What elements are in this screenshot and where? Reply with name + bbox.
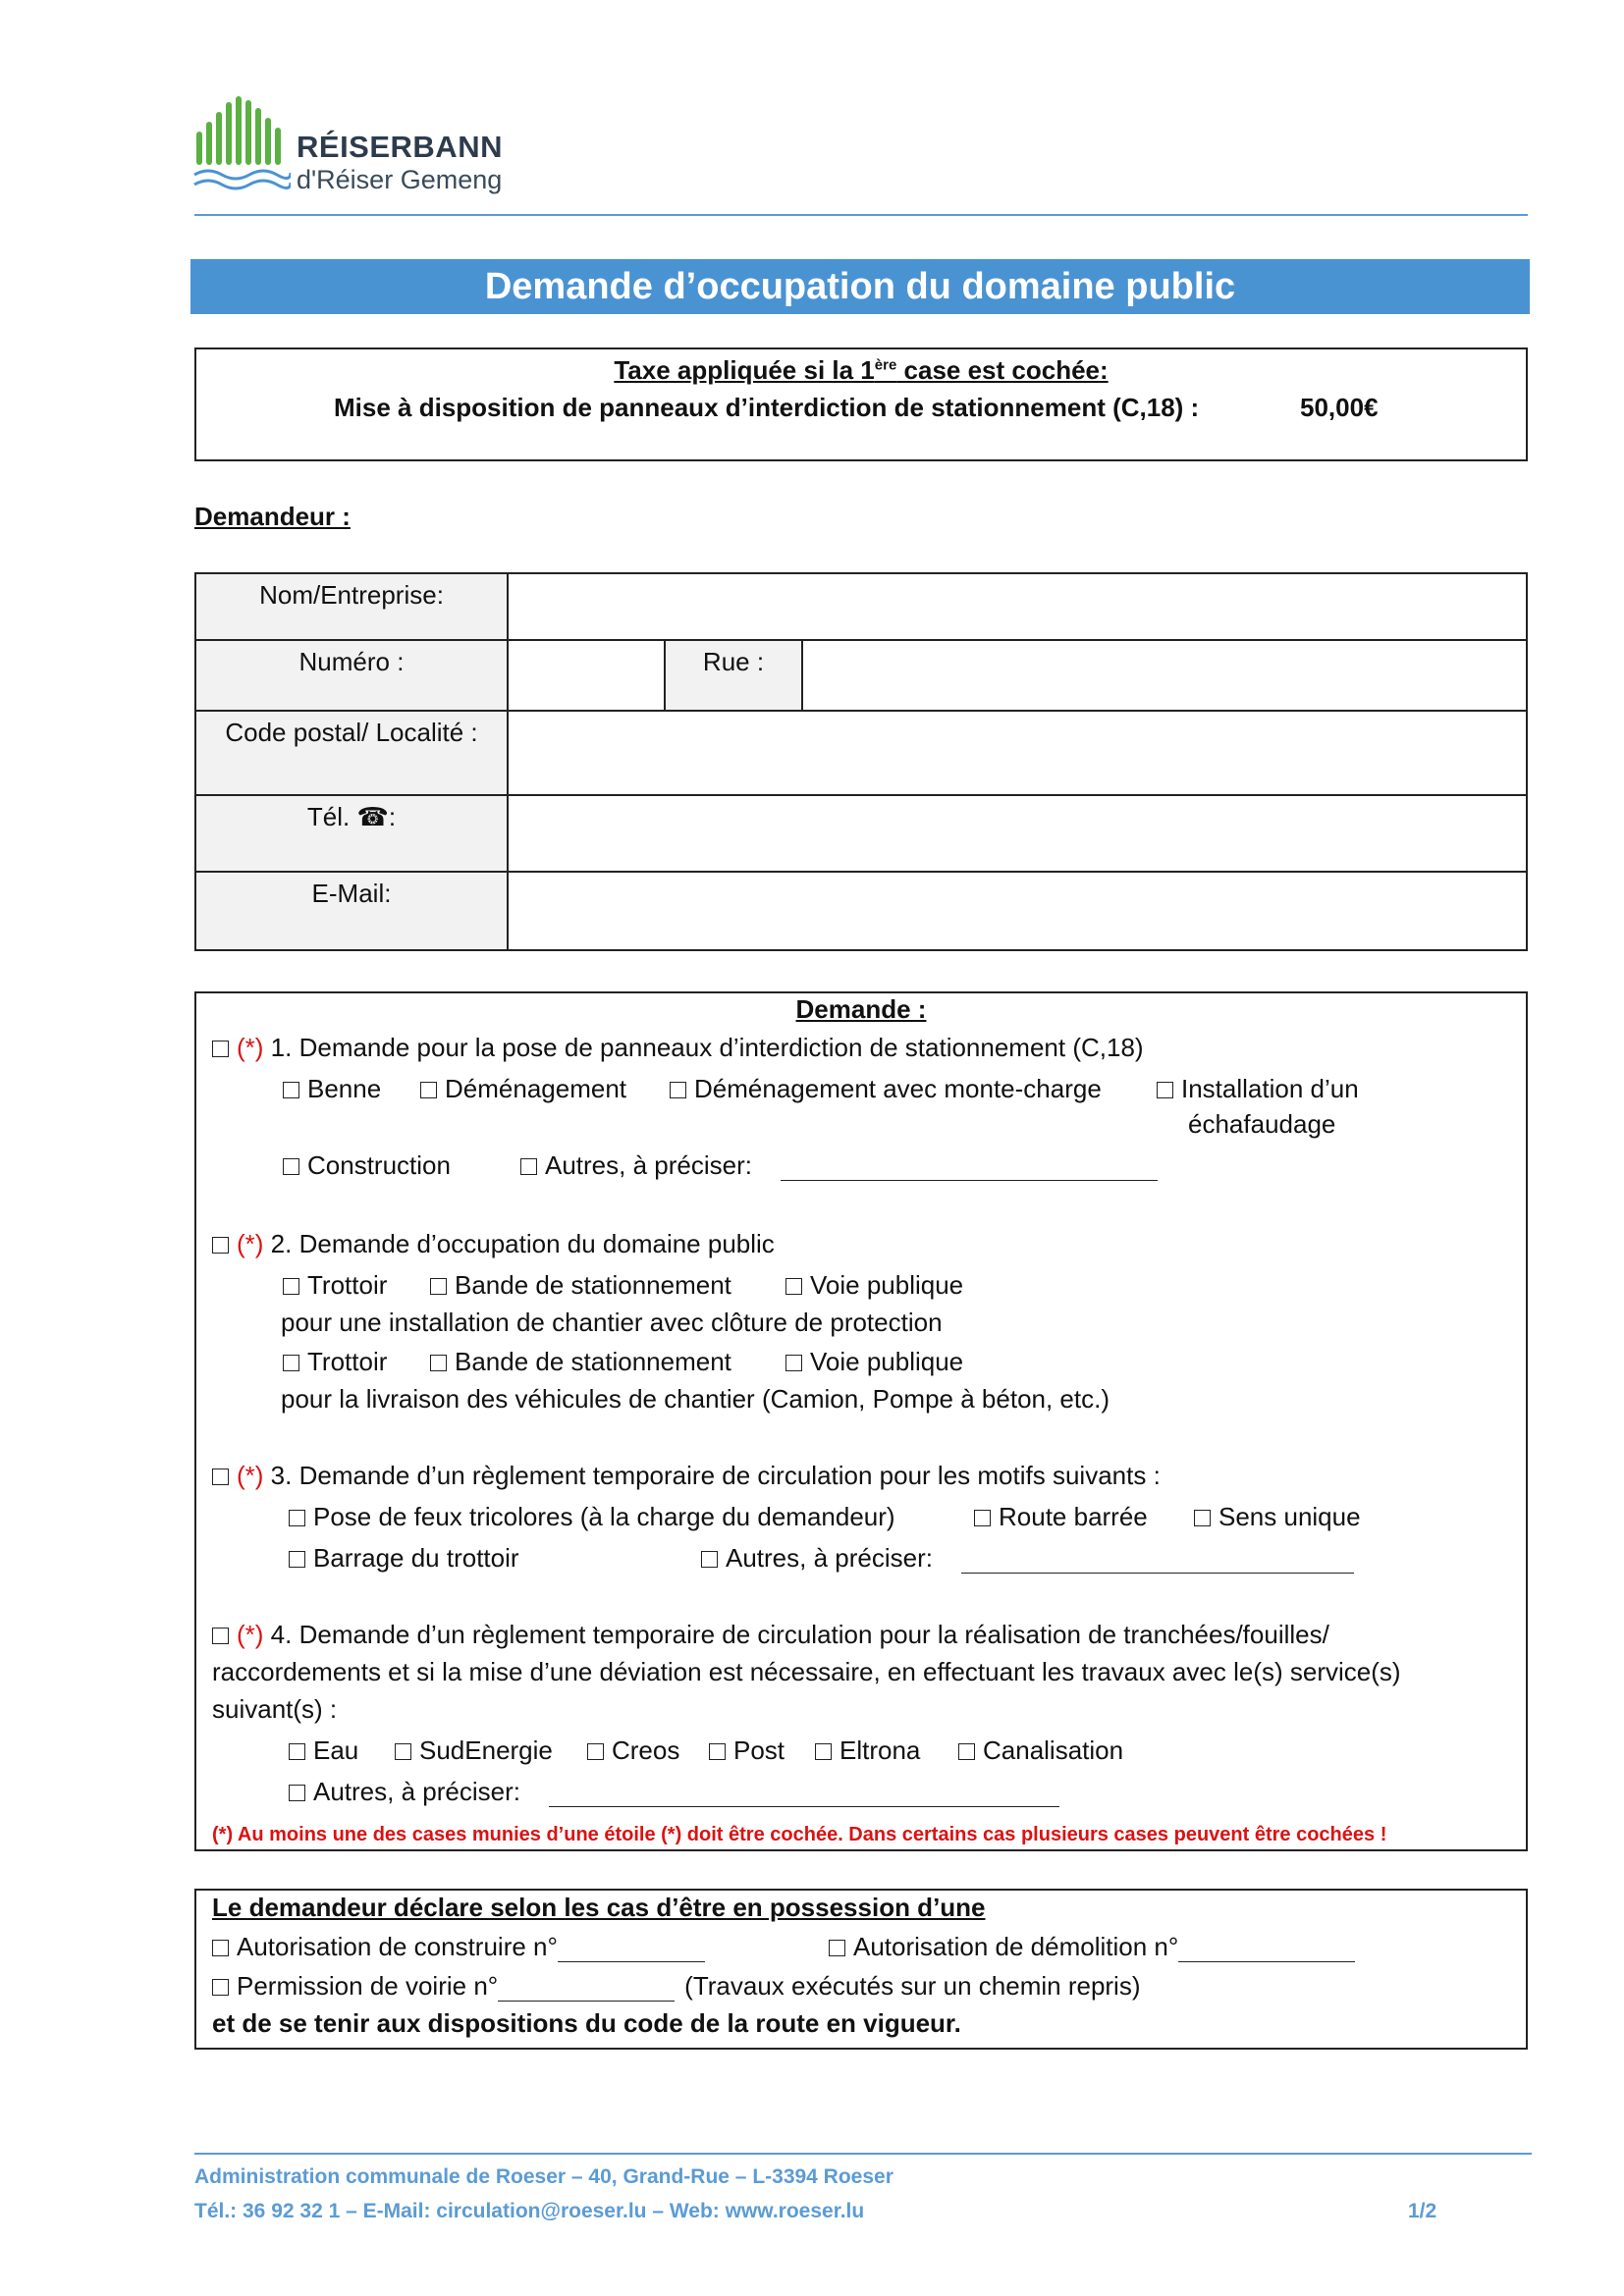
s1-installation[interactable]: Installation d’un bbox=[1157, 1074, 1359, 1104]
s3-sens[interactable]: Sens unique bbox=[1194, 1502, 1361, 1532]
s1-benne[interactable]: Benne bbox=[283, 1074, 381, 1104]
checkbox[interactable] bbox=[785, 1278, 802, 1295]
checkbox[interactable] bbox=[289, 1510, 305, 1526]
checkbox[interactable] bbox=[395, 1743, 411, 1760]
checkbox[interactable] bbox=[587, 1743, 604, 1760]
nom-label: Nom/Entreprise: bbox=[195, 573, 508, 640]
s4-eau[interactable]: Eau bbox=[289, 1735, 358, 1766]
checkbox[interactable] bbox=[420, 1082, 437, 1098]
numero-field[interactable] bbox=[508, 640, 665, 711]
checkbox[interactable] bbox=[815, 1743, 832, 1760]
checkbox[interactable] bbox=[1157, 1082, 1173, 1098]
demande-box bbox=[194, 991, 1528, 1851]
s1-construction[interactable]: Construction bbox=[283, 1150, 451, 1181]
section-3-title: (*) 3. Demande d’un règlement temporaire de circulation pour les motifs suivants : bbox=[212, 1461, 1161, 1491]
checkbox[interactable] bbox=[430, 1278, 447, 1295]
s3-feux[interactable]: Pose de feux tricolores (à la charge du demandeur) bbox=[289, 1502, 895, 1532]
checkbox[interactable] bbox=[785, 1355, 802, 1371]
s2b-voie[interactable]: Voie publique bbox=[785, 1347, 963, 1377]
demandeur-label: Demandeur : bbox=[194, 502, 351, 531]
s4-canalisation[interactable]: Canalisation bbox=[958, 1735, 1123, 1766]
checkbox[interactable] bbox=[283, 1278, 299, 1295]
s2a-voie[interactable]: Voie publique bbox=[785, 1270, 963, 1301]
demolition-number-blank[interactable] bbox=[1178, 1938, 1355, 1962]
s4-autres[interactable]: Autres, à préciser: bbox=[289, 1777, 1059, 1807]
section-2-checkbox[interactable] bbox=[212, 1237, 229, 1254]
decl-demolition[interactable]: Autorisation de démolition n° bbox=[829, 1932, 1355, 1962]
logo bbox=[192, 94, 516, 202]
s2a-trottoir[interactable]: Trottoir bbox=[283, 1270, 387, 1301]
s2b-bande[interactable]: Bande de stationnement bbox=[430, 1347, 731, 1377]
s2a-bande[interactable]: Bande de stationnement bbox=[430, 1270, 731, 1301]
page-title: Demande d’occupation du domaine public bbox=[190, 259, 1530, 314]
checkbox[interactable] bbox=[212, 1979, 229, 1996]
cp-label: Code postal/ Localité : bbox=[195, 711, 508, 795]
s3-autres-blank[interactable] bbox=[961, 1549, 1354, 1574]
s3-autres[interactable]: Autres, à préciser: bbox=[701, 1543, 1354, 1574]
email-field[interactable] bbox=[508, 872, 1527, 950]
telephone-icon: ☎ bbox=[356, 802, 389, 831]
nom-field[interactable] bbox=[508, 573, 1527, 640]
checkbox[interactable] bbox=[829, 1940, 845, 1956]
email-label: E-Mail: bbox=[195, 872, 508, 950]
checkbox[interactable] bbox=[289, 1743, 305, 1760]
logo-mark-icon bbox=[192, 94, 291, 192]
section-1-checkbox[interactable] bbox=[212, 1041, 229, 1057]
page-number: 1/2 bbox=[1408, 2200, 1437, 2222]
tax-amount: 50,00€ bbox=[1300, 393, 1379, 422]
voirie-number-blank[interactable] bbox=[498, 1977, 675, 2002]
s3-barrage[interactable]: Barrage du trottoir bbox=[289, 1543, 519, 1574]
numero-label: Numéro : bbox=[195, 640, 508, 711]
s3-route[interactable]: Route barrée bbox=[974, 1502, 1148, 1532]
s1-autres-blank[interactable] bbox=[781, 1156, 1158, 1181]
checkbox[interactable] bbox=[289, 1785, 305, 1801]
checkbox[interactable] bbox=[670, 1082, 686, 1098]
tel-field[interactable] bbox=[508, 795, 1527, 872]
checkbox[interactable] bbox=[283, 1158, 299, 1175]
checkbox[interactable] bbox=[1194, 1510, 1211, 1526]
declaration-box bbox=[194, 1889, 1528, 2050]
checkbox[interactable] bbox=[974, 1510, 991, 1526]
checkbox[interactable] bbox=[430, 1355, 447, 1371]
checkbox[interactable] bbox=[212, 1940, 229, 1956]
tax-line: Mise à disposition de panneaux d’interdiction de stationnement (C,18) : bbox=[334, 393, 1200, 422]
checkbox[interactable] bbox=[283, 1082, 299, 1098]
mandatory-note: (*) Au moins une des cases munies d’une étoile (*) doit être cochée. Dans certains cas plusieurs cases peuvent être cochées ! bbox=[212, 1824, 1387, 1845]
footer-divider bbox=[194, 2153, 1532, 2155]
header-divider bbox=[194, 214, 1528, 216]
construire-number-blank[interactable] bbox=[558, 1938, 705, 1962]
s1-installation-line2: échafaudage bbox=[1188, 1109, 1336, 1139]
s1-demenagement-monte-charge[interactable]: Déménagement avec monte-charge bbox=[670, 1074, 1102, 1104]
section-1-title: (*) 1. Demande pour la pose de panneaux d’interdiction de stationnement (C,18) bbox=[212, 1033, 1144, 1063]
rue-label: Rue : bbox=[665, 640, 802, 711]
s4-eltrona[interactable]: Eltrona bbox=[815, 1735, 920, 1766]
logo-name: RÉISERBANN bbox=[297, 130, 503, 164]
checkbox[interactable] bbox=[289, 1551, 305, 1568]
demandeur-table bbox=[194, 572, 1528, 951]
cp-field[interactable] bbox=[508, 711, 1527, 795]
checkbox[interactable] bbox=[709, 1743, 726, 1760]
section-4-checkbox[interactable] bbox=[212, 1628, 229, 1644]
checkbox[interactable] bbox=[283, 1355, 299, 1371]
logo-subtitle: d'Réiser Gemeng bbox=[297, 165, 503, 194]
tel-label: Tél. ☎: bbox=[195, 795, 508, 872]
s4-autres-blank[interactable] bbox=[549, 1783, 1059, 1807]
decl-construire[interactable]: Autorisation de construire n° bbox=[212, 1932, 705, 1962]
section-4-title-line2: raccordements et si la mise d’une déviation est nécessaire, en effectuant les travaux avec le(s) service(s) bbox=[212, 1657, 1401, 1686]
section-2-title: (*) 2. Demande d’occupation du domaine public bbox=[212, 1229, 775, 1259]
s4-creos[interactable]: Creos bbox=[587, 1735, 679, 1766]
s1-autres[interactable]: Autres, à préciser: bbox=[520, 1150, 1158, 1181]
s1-demenagement[interactable]: Déménagement bbox=[420, 1074, 626, 1104]
tax-title: Taxe appliquée si la 1ère case est cochée: bbox=[614, 355, 1109, 385]
rue-field[interactable] bbox=[802, 640, 1527, 711]
decl-voirie[interactable]: Permission de voirie n° (Travaux exécutés sur un chemin repris) bbox=[212, 1971, 1141, 2002]
s2-line-b: pour la livraison des véhicules de chantier (Camion, Pompe à béton, etc.) bbox=[281, 1384, 1110, 1414]
checkbox[interactable] bbox=[701, 1551, 718, 1568]
section-4-title: (*) 4. Demande d’un règlement temporaire de circulation pour la réalisation de tranchées/fouilles/ bbox=[212, 1620, 1329, 1650]
section-3-checkbox[interactable] bbox=[212, 1468, 229, 1485]
checkbox[interactable] bbox=[520, 1158, 537, 1175]
s4-post[interactable]: Post bbox=[709, 1735, 785, 1766]
s2b-trottoir[interactable]: Trottoir bbox=[283, 1347, 387, 1377]
footer-address: Administration communale de Roeser – 40, Grand-Rue – L-3394 Roeser bbox=[194, 2165, 893, 2188]
s4-sudenergie[interactable]: SudEnergie bbox=[395, 1735, 553, 1766]
footer-contact: Tél.: 36 92 32 1 – E-Mail: circulation@roeser.lu – Web: www.roeser.lu bbox=[194, 2200, 865, 2222]
demande-heading: Demande : bbox=[795, 994, 927, 1024]
declaration-title: Le demandeur déclare selon les cas d’être en possession d’une bbox=[212, 1893, 986, 1922]
section-4-title-line3: suivant(s) : bbox=[212, 1694, 338, 1724]
s2-line-a: pour une installation de chantier avec clôture de protection bbox=[281, 1308, 943, 1337]
tax-box bbox=[194, 347, 1528, 461]
checkbox[interactable] bbox=[958, 1743, 975, 1760]
declaration-closing: et de se tenir aux dispositions du code de la route en vigueur. bbox=[212, 2008, 961, 2038]
